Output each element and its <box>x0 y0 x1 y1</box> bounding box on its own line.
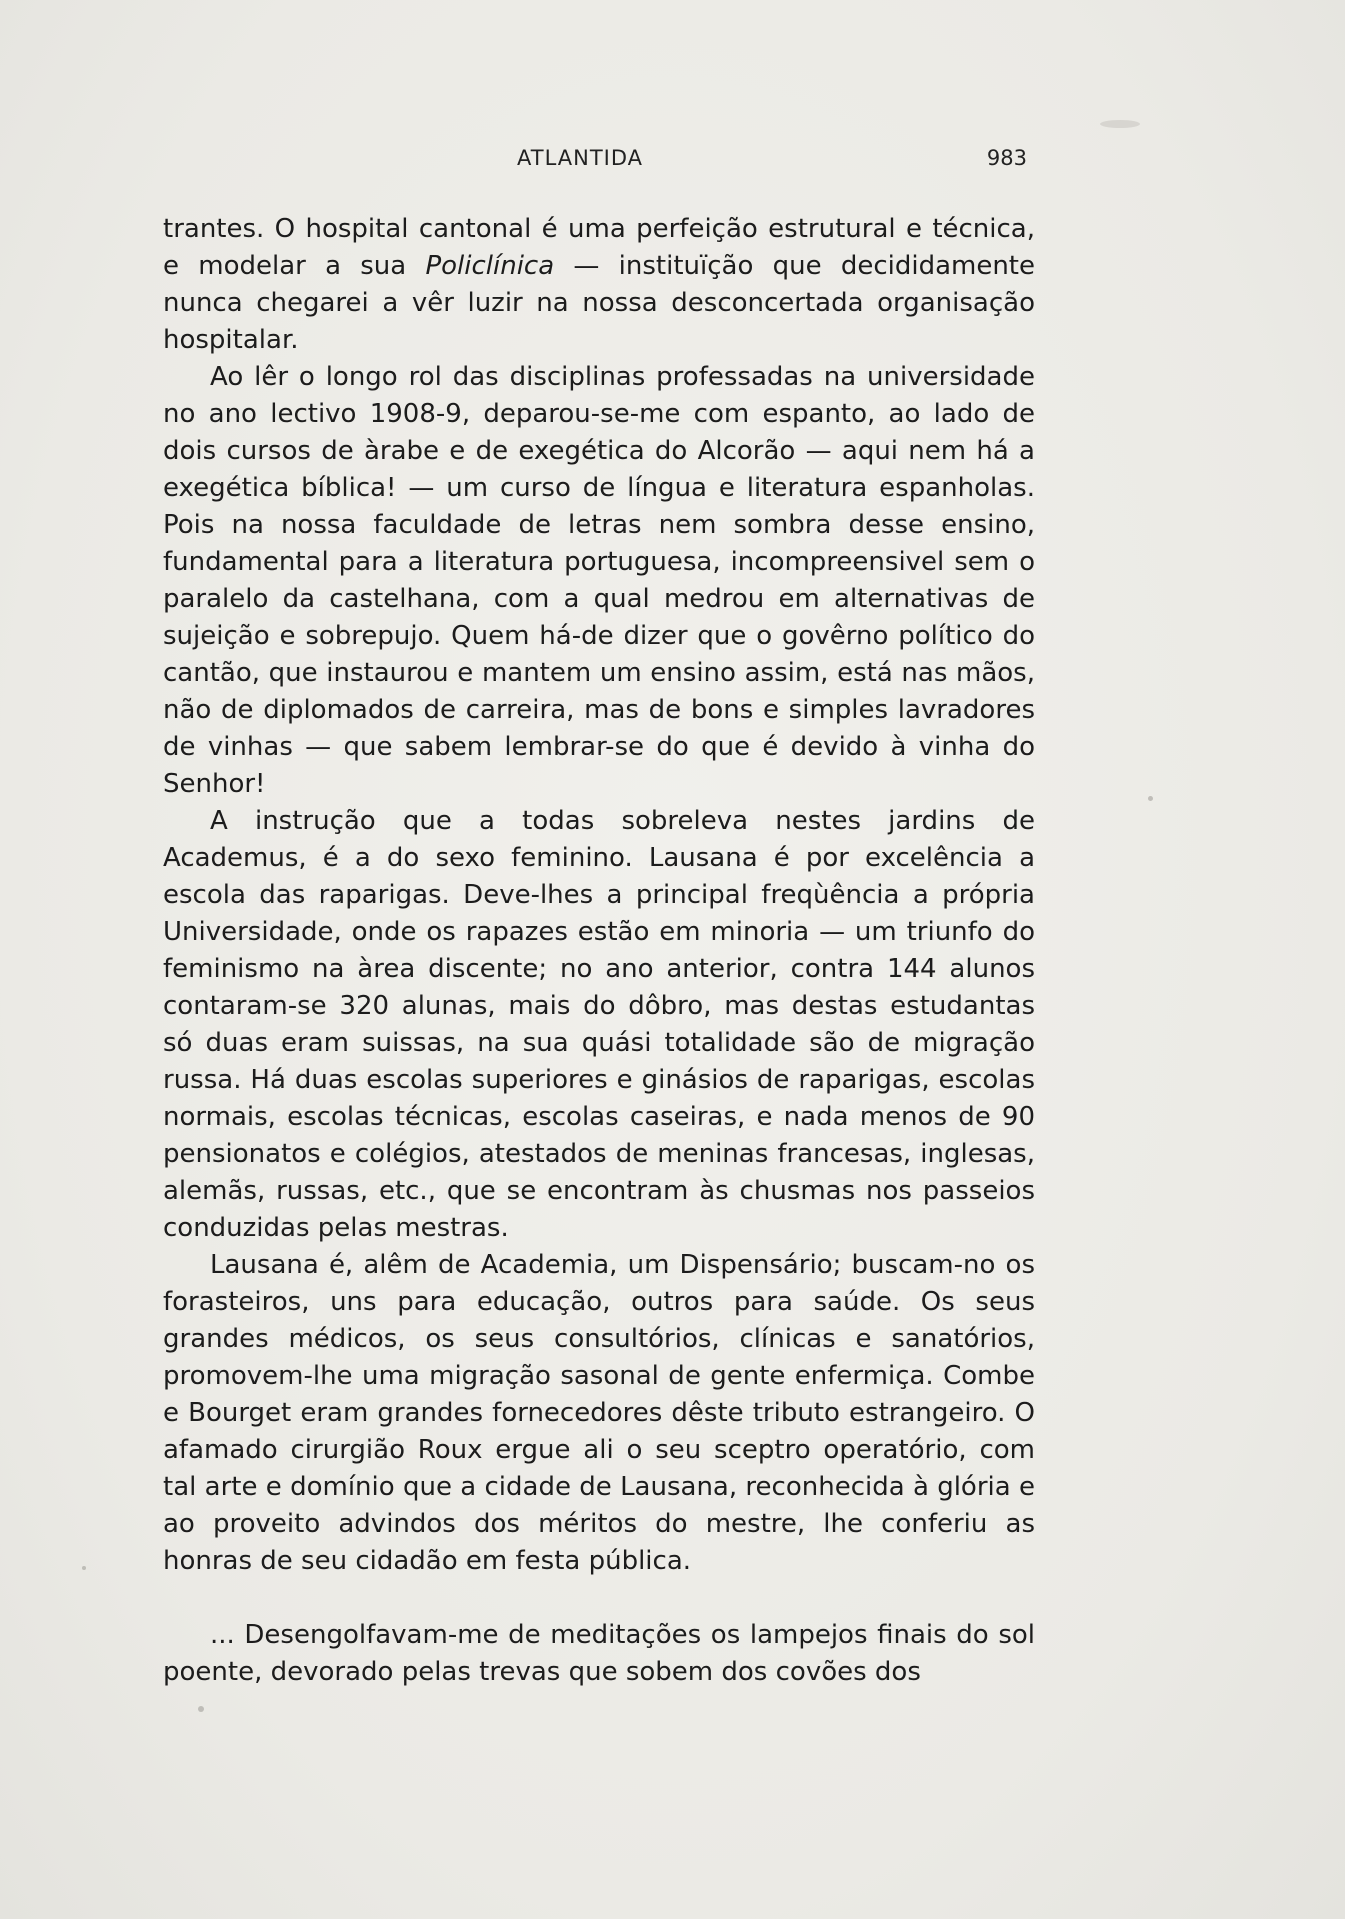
paper-speck <box>82 1566 86 1570</box>
paper-speck <box>1100 120 1140 128</box>
paragraph-2: Ao lêr o longo rol das disciplinas professadas na universidade no ano lectivo 1908-9, deparou-se-me com espanto, ao lado de dois cursos de àrabe e de exegética do Alcorão — aqui nem há a exegética bíblica! — um curso de língua e literatura espanholas. Pois na nossa faculdade de letras nem sombra desse ensino, fundamental para a literatura portuguesa, incompreensivel sem o paralelo da castelhana, com a qual medrou em alternativas de sujeição e sobrepujo. Quem há-de dizer que o govêrno político do cantão, que instaurou e mantem um ensino assim, está nas mãos, não de diplomados de carreira, mas de bons e simples lavradores de vinhas — que sabem lembrar-se do que é devido à vinha do Senhor! <box>163 362 1035 799</box>
running-title: ATLANTIDA <box>517 146 644 170</box>
body-text <box>163 211 1035 1691</box>
page-number: 983 <box>986 146 1027 170</box>
paragraph-1 <box>163 211 1035 359</box>
paper-speck <box>198 1706 204 1712</box>
paragraph-3: A instrução que a todas sobreleva nestes jardins de Academus, é a do sexo feminino. Lausana é por excelência a escola das raparigas. Deve-lhes a principal freqùência a própria Universidade, onde os rapazes estão em minoria — um triunfo do feminismo na àrea discente; no ano anterior, contra 144 alunos contaram-se 320 alunas, mais do dôbro, mas destas estudantas só duas eram suissas, na sua quási totalidade são de migração russa. Há duas escolas superiores e ginásios de raparigas, escolas normais, escolas técnicas, escolas caseiras, e nada menos de 90 pensionatos e colégios, atestados de meninas francesas, inglesas, alemãs, russas, etc., que se encontram às chusmas nos passeios conduzidas pelas mestras. <box>163 806 1035 1243</box>
paragraph-4: Lausana é, alêm de Academia, um Dispensário; buscam-no os forasteiros, uns para educação, outros para saúde. Os seus grandes médicos, os seus consultórios, clínicas e sanatórios, promovem-lhe uma migração sasonal de gente enfermiça. Combe e Bourget eram grandes fornecedores dêste tributo estrangeiro. O afamado cirurgião Roux ergue ali o seu sceptro operatório, com tal arte e domínio que a cidade de Lausana, reconhecida à glória e ao proveito advindos dos méritos do mestre, lhe conferiu as honras de seu cidadão em festa pública. <box>163 1250 1035 1576</box>
paragraph-5: ... Desengolfavam-me de meditações os lampejos finais do sol poente, devorado pelas trevas que sobem dos covões dos <box>163 1620 1035 1687</box>
paragraph-1-text-end: — instituïção que decididamente nunca chegarei a vêr luzir na nossa desconcertada organisação hospitalar. <box>163 251 1035 355</box>
paragraph-1-text-start: trantes. O hospital cantonal é uma perfeição estrutural e técnica, e modelar a sua <box>163 214 1035 281</box>
paragraph-1-italic-term: Policlínica <box>425 251 555 281</box>
page-header <box>163 146 1035 180</box>
paper-speck <box>1148 796 1153 801</box>
